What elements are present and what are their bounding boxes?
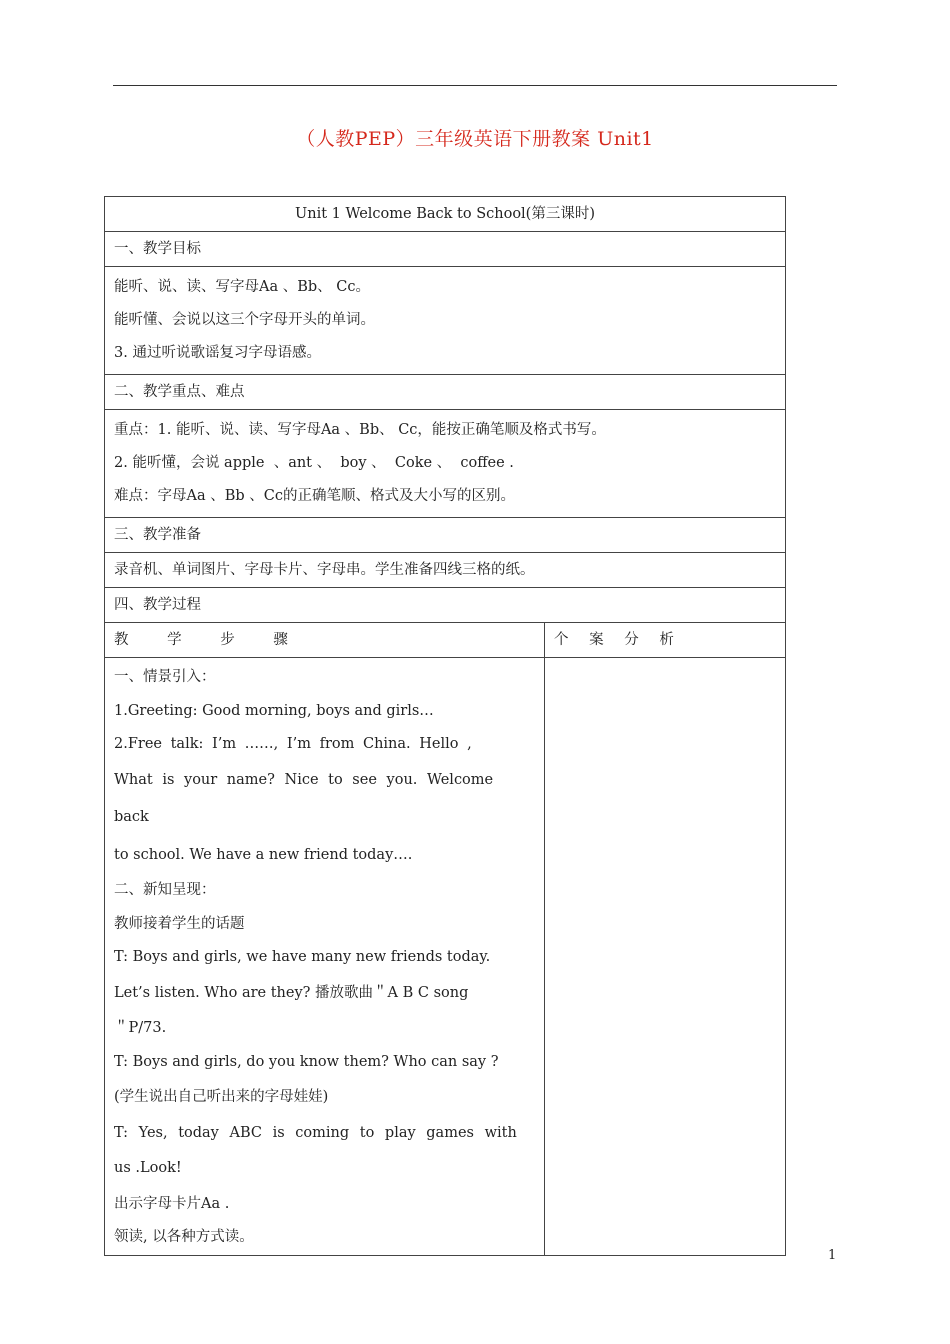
process-line: 一、情景引入： — [114, 669, 216, 685]
keypoint-line: 2. 能听懂，会说 apple 、ant 、 boy 、 Coke 、 coffee . — [114, 455, 514, 471]
process-line: T: Boys and girls, we have many new friends today. — [114, 949, 491, 965]
keypoints-title: 二、教学重点、难点 — [105, 375, 786, 410]
analysis-column-header: 个 案 分 析 — [545, 623, 786, 658]
process-line: T: Boys and girls, do you know them? Who can say ? — [114, 1053, 499, 1070]
document-title: （人教PEP）三年级英语下册教案 Unit1 — [296, 128, 654, 150]
lesson-plan-table — [104, 196, 786, 1256]
process-line: 2.Free talk: I’m ……, I’m from China. Hello , — [114, 736, 472, 752]
process-line: to school. We have a new friend today…. — [114, 846, 413, 863]
process-title: 四、教学过程 — [105, 588, 786, 623]
process-line: ＂P/73. — [114, 1020, 167, 1036]
objective-line: 3. 通过听说歌谣复习字母语感。 — [114, 345, 321, 361]
process-line: 领读, 以各种方式读。 — [114, 1229, 254, 1245]
case-analysis-cell — [545, 658, 786, 1256]
steps-column-header: 教 学 步 骤 — [105, 623, 545, 658]
process-line: 二、新知呈现： — [114, 882, 216, 898]
prep-text: 录音机、单词图片、字母卡片、字母串。学生准备四线三格的纸。 — [105, 553, 786, 588]
process-line: T: Yes, today ABC is coming to play games with — [114, 1124, 517, 1141]
process-steps-cell — [105, 658, 545, 1256]
prep-title: 三、教学准备 — [105, 518, 786, 553]
keypoints-cell — [105, 410, 786, 518]
page-number: 1 — [828, 1248, 837, 1263]
process-line: 教师接着学生的话题 — [114, 915, 245, 932]
keypoint-line: 重点：1. 能听、说、读、写字母Aa 、Bb、 Cc，能按正确笔顺及格式书写。 — [114, 422, 606, 438]
process-line: What is your name? Nice to see you. Welcome back — [114, 771, 494, 825]
process-line: (学生说出自己听出来的字母娃娃) — [114, 1089, 329, 1105]
process-line: Let’s listen. Who are they? 播放歌曲＂A B C song — [114, 984, 469, 1001]
lesson-header: Unit 1 Welcome Back to School(第三课时) — [105, 197, 786, 232]
process-line: 1.Greeting: Good morning, boys and girls… — [114, 702, 434, 719]
objectives-title: 一、教学目标 — [105, 232, 786, 267]
process-line: 出示字母卡片Aa . — [114, 1195, 230, 1212]
keypoint-line: 难点：字母Aa 、Bb 、Cc的正确笔顺、格式及大小写的区别。 — [114, 488, 515, 504]
objective-line: 能听懂、会说以这三个字母开头的单词。 — [114, 312, 375, 328]
process-line: us .Look! — [114, 1160, 182, 1176]
objectives-cell — [105, 267, 786, 375]
header-rule — [113, 85, 837, 86]
objective-line: 能听、说、读、写字母Aa 、Bb、 Cc。 — [114, 279, 370, 295]
